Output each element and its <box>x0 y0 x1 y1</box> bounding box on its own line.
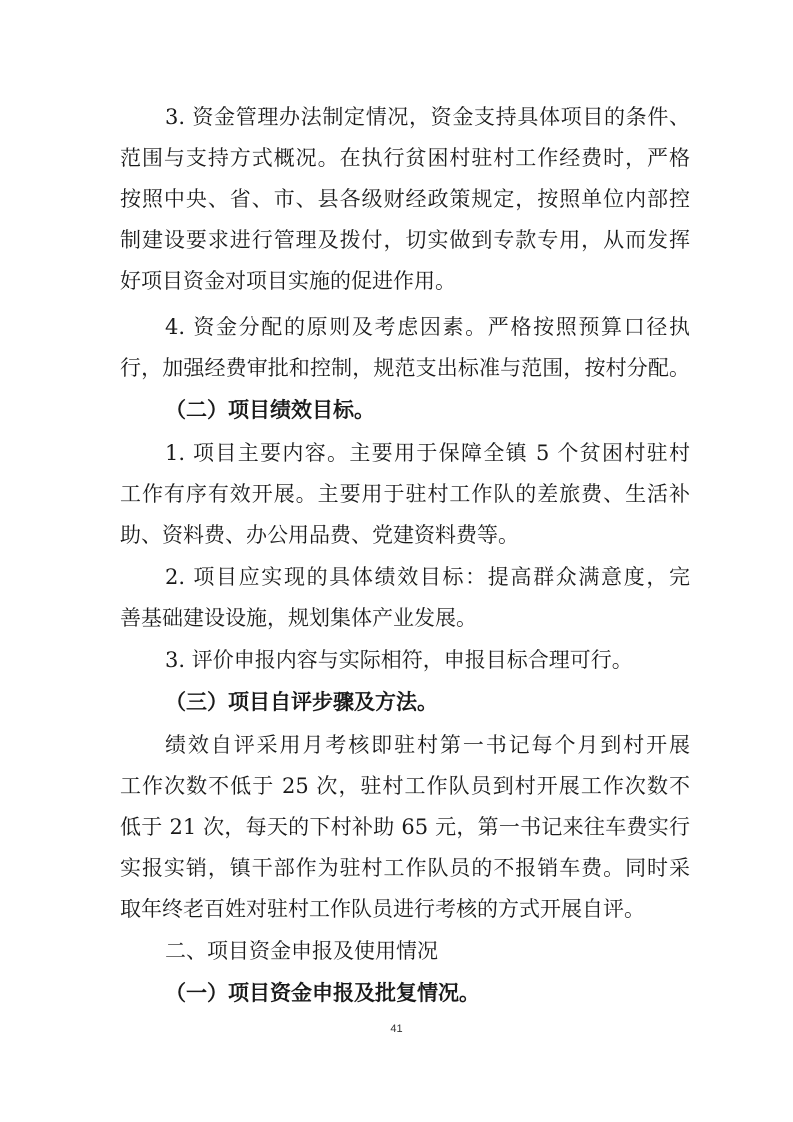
paragraph-line: 善基础建设设施，规划集体产业发展。 <box>120 606 477 630</box>
paragraph-line: 按照中央、省、市、县各级财经政策规定，按照单位内部控 <box>120 187 690 211</box>
section-title: 二、项目资金申报及使用情况 <box>165 939 438 963</box>
paragraph-line: 助、资料费、办公用品费、党建资料费等。 <box>120 523 519 547</box>
paragraph-line: 实报实销，镇干部作为驻村工作队员的不报销车费。同时采 <box>120 856 690 880</box>
paragraph-line: 工作有序有效开展。主要用于驻村工作队的差旅费、生活补 <box>120 482 690 506</box>
section-heading: （三）项目自评步骤及方法。 <box>165 690 438 714</box>
paragraph-line: 3. 资金管理办法制定情况，资金支持具体项目的条件、 <box>165 105 690 129</box>
paragraph-line: 范围与支持方式概况。在执行贫困村驻村工作经费时，严格 <box>120 146 690 170</box>
paragraph-line: 绩效自评采用月考核即驻村第一书记每个月到村开展 <box>165 733 690 757</box>
paragraph-line: 工作次数不低于 25 次，驻村工作队员到村开展工作次数不 <box>120 774 690 798</box>
section-heading: （一）项目资金申报及批复情况。 <box>165 981 480 1005</box>
page-number: 41 <box>390 1023 403 1035</box>
paragraph-line: 取年终老百姓对驻村工作队员进行考核的方式开展自评。 <box>120 897 645 921</box>
paragraph-line: 好项目资金对项目实施的促进作用。 <box>120 269 456 293</box>
paragraph-line: 行，加强经费审批和控制，规范支出标准与范围，按村分配。 <box>120 356 690 380</box>
paragraph-line: 1. 项目主要内容。主要用于保障全镇 5 个贫困村驻村 <box>165 441 690 465</box>
paragraph-line: 4. 资金分配的原则及考虑因素。严格按照预算口径执 <box>165 315 690 339</box>
paragraph-line: 制建设要求进行管理及拨付，切实做到专款专用，从而发挥 <box>120 228 690 252</box>
paragraph-line: 2. 项目应实现的具体绩效目标：提高群众满意度，完 <box>165 565 690 589</box>
paragraph-line: 低于 21 次，每天的下村补助 65 元，第一书记来往车费实行 <box>120 815 690 839</box>
paragraph-line: 3. 评价申报内容与实际相符，申报目标合理可行。 <box>165 648 633 672</box>
section-heading: （二）项目绩效目标。 <box>165 398 375 422</box>
